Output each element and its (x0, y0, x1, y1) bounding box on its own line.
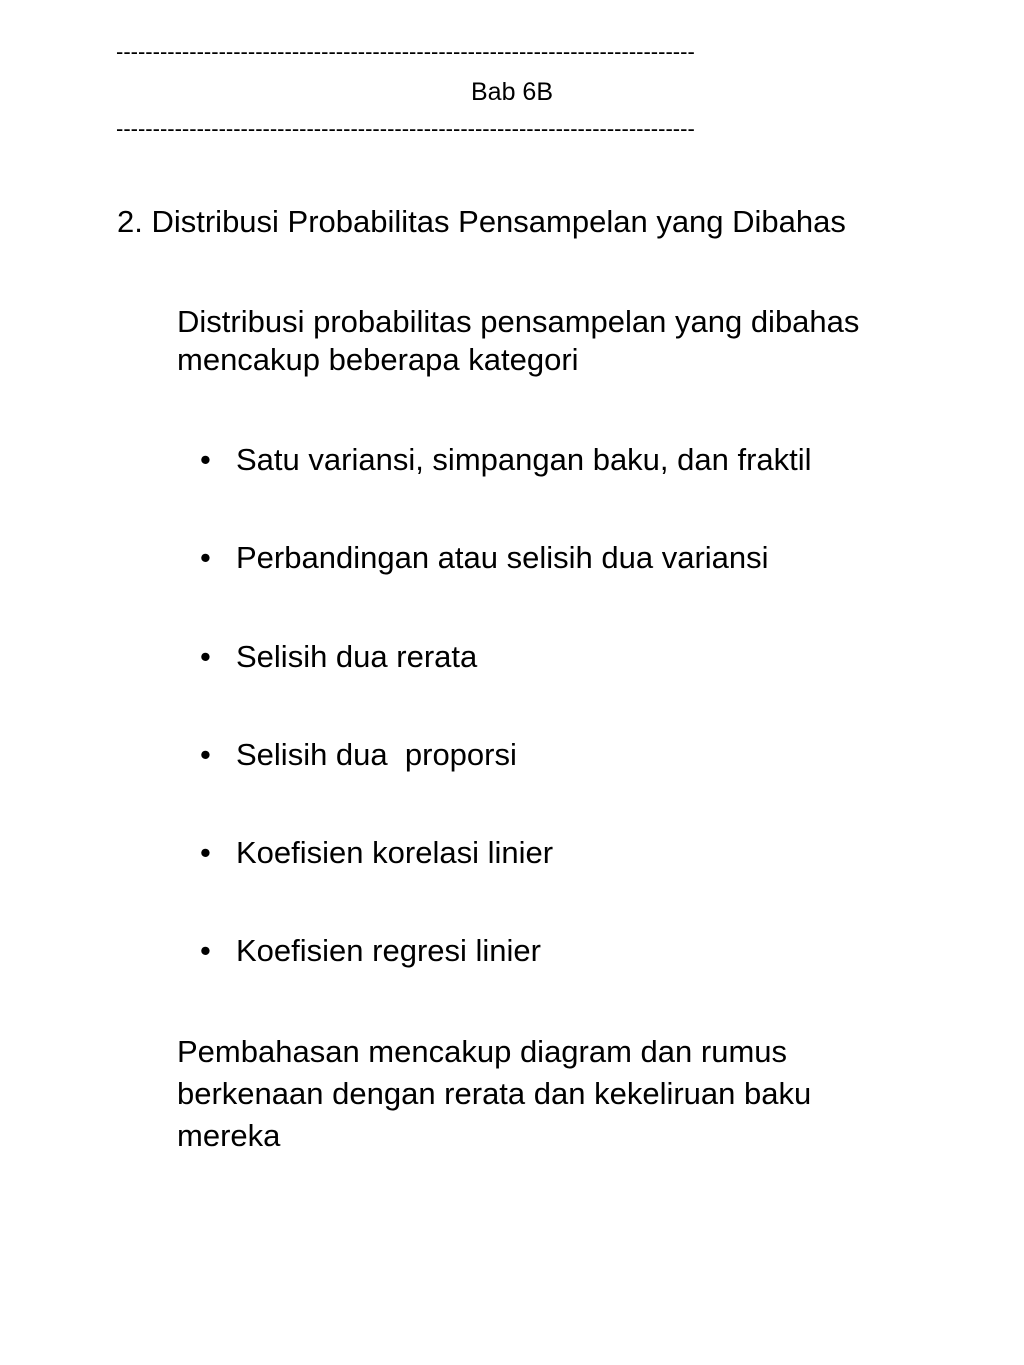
list-item (200, 441, 812, 479)
bullet-icon: • (200, 933, 211, 968)
intro-line: Distribusi probabilitas pensampelan yang dibahas (177, 304, 860, 339)
bullet-icon: • (200, 540, 211, 575)
list-item-text: Selisih dua proporsi (236, 737, 517, 772)
list-item-text: Satu variansi, simpangan baku, dan fraktil (236, 442, 812, 477)
chapter-title: Bab 6B (470, 78, 553, 106)
list-item (200, 932, 541, 970)
list-item-text: Selisih dua rerata (236, 639, 478, 674)
closing-line: berkenaan dengan rerata dan kekeliruan baku (177, 1076, 812, 1111)
list-item (200, 638, 477, 676)
bullet-icon: • (200, 639, 211, 674)
closing-line: Pembahasan mencakup diagram dan rumus (177, 1034, 788, 1069)
closing-paragraph (177, 1031, 977, 1157)
list-item-text: Koefisien regresi linier (236, 933, 541, 968)
header-rule-top: ------------------------------------------------------------------------------- (116, 40, 695, 64)
bullet-icon: • (200, 835, 211, 870)
closing-line: mereka (177, 1118, 281, 1153)
list-item-text: Koefisien korelasi linier (236, 835, 554, 870)
bullet-icon: • (200, 442, 211, 477)
list-item (200, 539, 769, 577)
intro-paragraph (177, 303, 977, 379)
list-item (200, 736, 517, 774)
list-item-text: Perbandingan atau selisih dua variansi (236, 540, 769, 575)
bullet-icon: • (200, 737, 211, 772)
header-rule-bottom: ------------------------------------------------------------------------------- (116, 117, 695, 141)
list-item (200, 834, 553, 872)
section-heading: 2. Distribusi Probabilitas Pensampelan yang Dibahas (117, 204, 846, 239)
intro-line: mencakup beberapa kategori (177, 342, 579, 377)
